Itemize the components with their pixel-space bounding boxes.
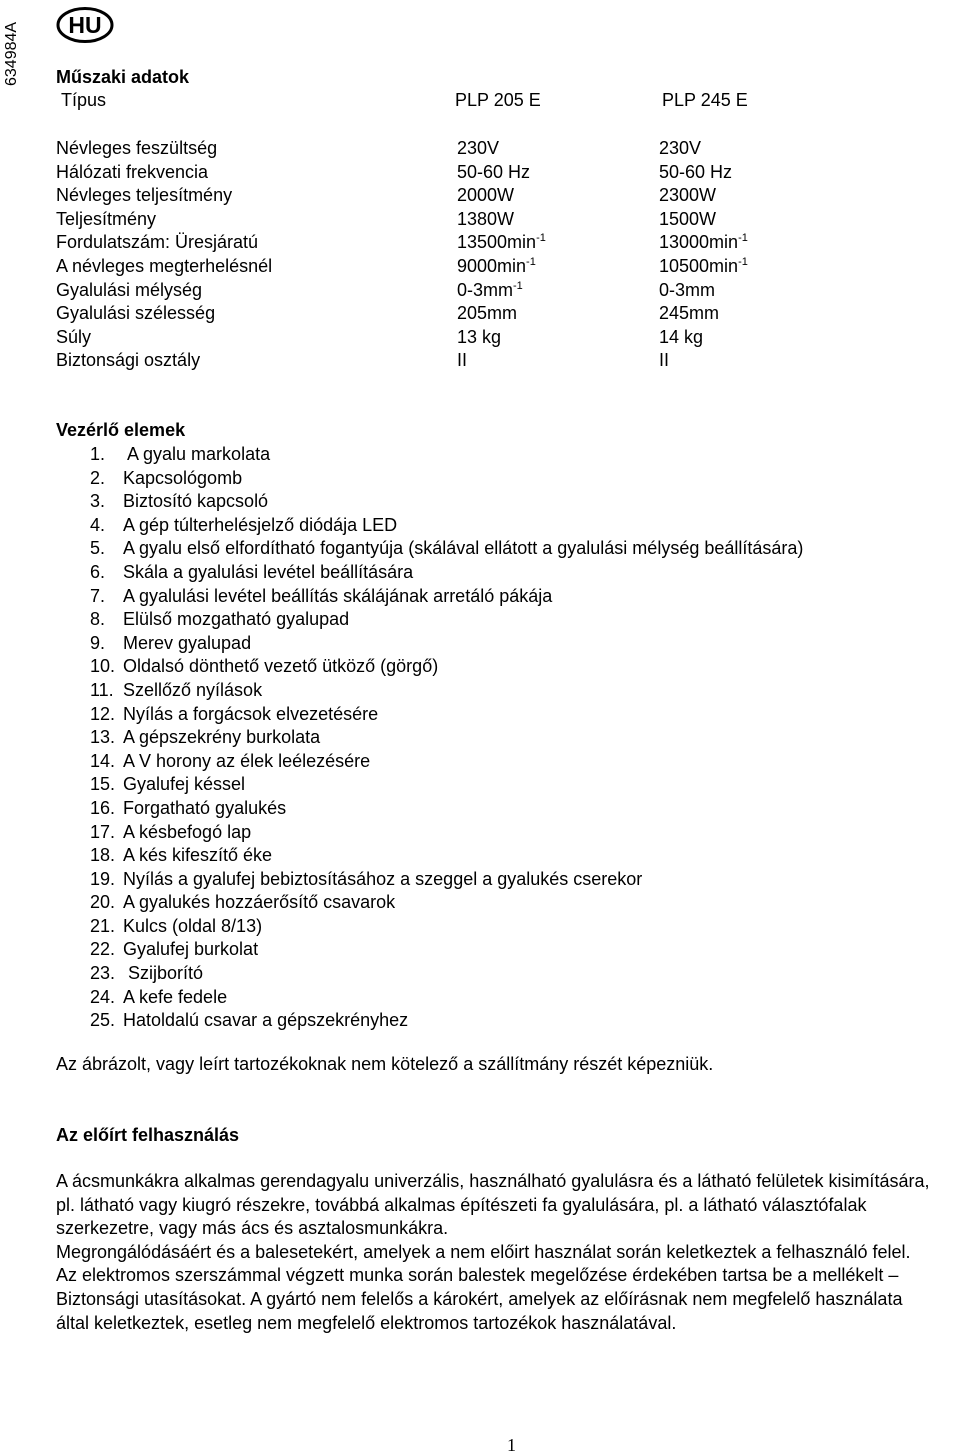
spec-value-a-text: 13 kg — [457, 326, 502, 347]
spec-value-a — [457, 255, 536, 279]
spec-row — [56, 255, 916, 279]
list-item-text: Szijborító — [123, 963, 204, 984]
list-item-number: 21. — [90, 915, 116, 936]
page-number: 1 — [507, 1435, 516, 1455]
list-item — [90, 655, 803, 679]
spec-value-b — [659, 161, 732, 185]
spec-value-a-text: 2000W — [457, 185, 515, 206]
list-item-number: 8. — [90, 609, 106, 630]
spec-value-a-text: 0-3mm — [457, 279, 514, 300]
spec-label — [56, 255, 272, 279]
list-item-number: 3. — [90, 491, 106, 512]
list-item-number: 22. — [90, 939, 116, 960]
spec-value-a — [457, 302, 517, 326]
spec-label — [56, 137, 217, 161]
controls-title: Vezérlő elemek — [56, 420, 186, 440]
spec-value-a — [457, 184, 514, 208]
list-item — [90, 514, 803, 538]
spec-value-b-text: 10500min — [659, 255, 739, 276]
spec-value-a — [457, 208, 514, 232]
spec-value-b — [659, 349, 669, 373]
spec-row — [56, 302, 916, 326]
list-item — [90, 962, 803, 986]
spec-value-b — [659, 184, 716, 208]
spec-value-b-text: 2300W — [659, 185, 717, 206]
list-item-text: A V horony az élek leélezésére — [123, 750, 371, 771]
spec-value-b-exponent: -1 — [738, 232, 748, 245]
list-item — [90, 891, 803, 915]
spec-value-a-text: 50-60 Hz — [457, 161, 531, 182]
list-item-number: 5. — [90, 538, 106, 559]
list-item — [90, 986, 803, 1010]
spec-label-text: Biztonsági osztály — [56, 350, 201, 371]
list-item-text: A gépszekrény burkolata — [123, 727, 321, 748]
list-item — [90, 938, 803, 962]
spec-label — [56, 184, 232, 208]
list-item — [90, 679, 803, 703]
spec-value-b-text: II — [659, 350, 670, 371]
list-item-number: 1. — [90, 444, 106, 464]
spec-label — [56, 161, 208, 185]
list-item-text: Forgatható gyalukés — [123, 797, 287, 818]
spec-value-a-exponent: -1 — [536, 232, 546, 245]
list-item-text: Biztosító kapcsoló — [123, 491, 269, 512]
spec-value-b-text: 245mm — [659, 303, 720, 324]
spec-value-b — [659, 255, 748, 279]
spec-header-label: Típus — [61, 90, 107, 110]
spec-row — [56, 161, 916, 185]
document-code: 634984A — [3, 21, 20, 86]
spec-label — [56, 302, 215, 326]
list-item — [90, 703, 803, 727]
spec-value-b-text: 230V — [659, 138, 702, 158]
list-item-number: 2. — [90, 467, 106, 488]
spec-value-a — [457, 349, 467, 373]
list-item-text: Nyílás a gyalufej bebiztosításához a szeggel a gyalukés cserekor — [123, 868, 643, 889]
spec-value-b — [659, 231, 748, 255]
intended-use-paragraph: Megrongálódásáért és a balesetekért, amelyek a nem előirt használat során keletkeztek a felhasználó felel. — [56, 1241, 911, 1262]
list-item — [90, 632, 803, 656]
list-item — [90, 490, 803, 514]
spec-row — [56, 349, 916, 373]
list-item — [90, 726, 803, 750]
list-item-number: 9. — [90, 632, 106, 653]
list-item-text: Gyalufej késsel — [123, 774, 246, 795]
list-item-text: Kulcs (oldal 8/13) — [123, 915, 263, 936]
spec-row — [56, 208, 916, 232]
spec-label-text: Névleges teljesítmény — [56, 185, 233, 206]
list-item-text: Elülső mozgatható gyalupad — [123, 609, 350, 630]
list-item-number: 6. — [90, 561, 106, 582]
spec-value-b — [659, 326, 703, 350]
list-item — [90, 585, 803, 609]
list-item-text: Oldalsó dönthető vezető ütköző (görgő) — [123, 656, 439, 677]
spec-row — [56, 279, 916, 303]
list-item — [90, 537, 803, 561]
intended-use-title: Az előírt felhasználás — [56, 1125, 240, 1145]
list-item-text: Nyílás a forgácsok elvezetésére — [123, 703, 379, 724]
spec-label-text: Gyalulási mélység — [56, 279, 203, 300]
list-item-number: 20. — [90, 892, 116, 913]
tech-data-title: Műszaki adatok — [56, 67, 190, 87]
list-item-text: Hatoldalú csavar a gépszekrényhez — [123, 1010, 409, 1031]
spec-value-b-text: 50-60 Hz — [659, 161, 733, 182]
list-item — [90, 750, 803, 774]
list-item-number: 16. — [90, 797, 116, 818]
spec-label-text: A névleges megterhelésnél — [56, 255, 273, 276]
spec-label — [56, 231, 258, 255]
list-item-text: Skála a gyalulási levétel beállítására — [123, 561, 414, 582]
spec-value-b — [659, 302, 719, 326]
spec-value-b-text: 13000min — [659, 232, 739, 253]
list-item-number: 17. — [90, 821, 116, 842]
list-item-number: 25. — [90, 1010, 116, 1031]
list-item-text: Gyalufej burkolat — [123, 939, 259, 960]
spec-label-text: Gyalulási szélesség — [56, 303, 216, 324]
spec-value-b-exponent: -1 — [738, 255, 748, 268]
spec-value-a — [457, 137, 499, 161]
spec-value-b — [659, 137, 701, 161]
list-item-number: 12. — [90, 703, 116, 724]
list-item-text: Merev gyalupad — [123, 632, 252, 653]
list-item-number: 19. — [90, 868, 116, 889]
spec-value-a — [457, 161, 530, 185]
spec-value-a-exponent: -1 — [526, 255, 536, 268]
spec-value-b-text: 14 kg — [659, 326, 704, 347]
spec-label-text: Hálózati frekvencia — [56, 161, 209, 182]
spec-value-b-text: 1500W — [659, 208, 717, 229]
spec-value-a — [457, 326, 501, 350]
list-item-text: A gyalu markolata — [123, 444, 271, 464]
list-item-text: A gyalukés hozzáerősítő csavarok — [123, 892, 396, 913]
accessories-note: Az ábrázolt, vagy leírt tartozékoknak nem kötelező a szállítmány részét képezniük. — [56, 1054, 714, 1074]
spec-row — [56, 137, 916, 161]
spec-value-a-text: II — [457, 350, 468, 371]
list-item-text: Kapcsológomb — [123, 467, 243, 488]
spec-label — [56, 349, 200, 373]
spec-header — [56, 90, 916, 113]
spec-value-a-text: 230V — [457, 138, 500, 158]
spec-value-a-text: 1380W — [457, 208, 515, 229]
intended-use-text — [56, 1170, 936, 1335]
list-item-number: 23. — [90, 963, 116, 984]
spec-header-model-b: PLP 245 E — [662, 90, 748, 110]
list-item-text: A gyalulási levétel beállítás skálájának arretáló pákája — [123, 585, 553, 606]
list-item — [90, 844, 803, 868]
spec-value-a-exponent: -1 — [513, 279, 523, 292]
list-item — [90, 915, 803, 939]
spec-label-text: Névleges feszültség — [56, 138, 218, 158]
list-item-number: 18. — [90, 845, 116, 866]
spec-row — [56, 231, 916, 255]
list-item — [90, 467, 803, 491]
spec-label — [56, 279, 202, 303]
spec-label — [56, 326, 91, 350]
hu-language-badge — [56, 6, 114, 44]
list-item — [90, 773, 803, 797]
spec-value-a-text: 13500min — [457, 232, 537, 253]
spec-value-b-text: 0-3mm — [659, 279, 716, 300]
spec-table — [56, 137, 916, 373]
intended-use-paragraph: A ácsmunkákra alkalmas gerendagyalu univerzális, használható gyalulásra és a látható felületek kisimítására, pl. látható vagy kiugró részekre, továbbá alkalmas építészeti fa gyalulására, pl. a látható választófalak szerkezetre, vagy más ács és asztalosmunkákra. — [56, 1171, 930, 1239]
list-item-number: 15. — [90, 774, 116, 795]
spec-value-a-text: 205mm — [457, 303, 518, 324]
list-item-number: 24. — [90, 986, 116, 1007]
spec-label-text: Fordulatszám: Üresjáratú — [56, 232, 259, 253]
controls-list — [90, 443, 803, 1033]
list-item — [90, 443, 803, 467]
spec-header-model-a: PLP 205 E — [455, 90, 541, 110]
list-item-number: 13. — [90, 727, 116, 748]
spec-label — [56, 208, 156, 232]
spec-value-a — [457, 231, 546, 255]
spec-value-a-text: 9000min — [457, 255, 527, 276]
list-item-text: A késbefogó lap — [123, 821, 252, 842]
spec-label-text: Súly — [56, 326, 92, 347]
spec-label-text: Teljesítmény — [56, 208, 157, 229]
spec-row — [56, 326, 916, 350]
list-item — [90, 561, 803, 585]
list-item-number: 4. — [90, 514, 106, 535]
badge-label: HU — [68, 12, 102, 38]
list-item — [90, 868, 803, 892]
intended-use-paragraph: Az elektromos szerszámmal végzett munka során balestek megelőzése érdekében tartsa be a mellékelt – Biztonsági utasításokat. A gyártó nem felelős a károkért, amelyek az előírásnak nem megfelelő használata által keletkeztek, esetleg nem megfelelő elektromos tartozékok használatával. — [56, 1265, 903, 1333]
spec-value-b — [659, 208, 716, 232]
spec-value-a — [457, 279, 523, 303]
list-item-text: A gyalu első elfordítható fogantyúja (skálával ellátott a gyalulási mélység beállítására) — [123, 538, 804, 559]
list-item — [90, 1009, 803, 1033]
list-item-text: A kefe fedele — [123, 986, 228, 1007]
list-item-number: 11. — [90, 679, 114, 700]
list-item-number: 10. — [90, 656, 116, 677]
spec-row — [56, 184, 916, 208]
list-item-number: 14. — [90, 750, 116, 771]
list-item — [90, 821, 803, 845]
list-item-text: Szellőző nyílások — [123, 679, 263, 700]
list-item-number: 7. — [90, 585, 106, 606]
list-item-text: A kés kifeszítő éke — [123, 845, 273, 866]
spec-value-b — [659, 279, 715, 303]
list-item-text: A gép túlterhelésjelző diódája LED — [123, 514, 398, 535]
list-item — [90, 797, 803, 821]
list-item — [90, 608, 803, 632]
